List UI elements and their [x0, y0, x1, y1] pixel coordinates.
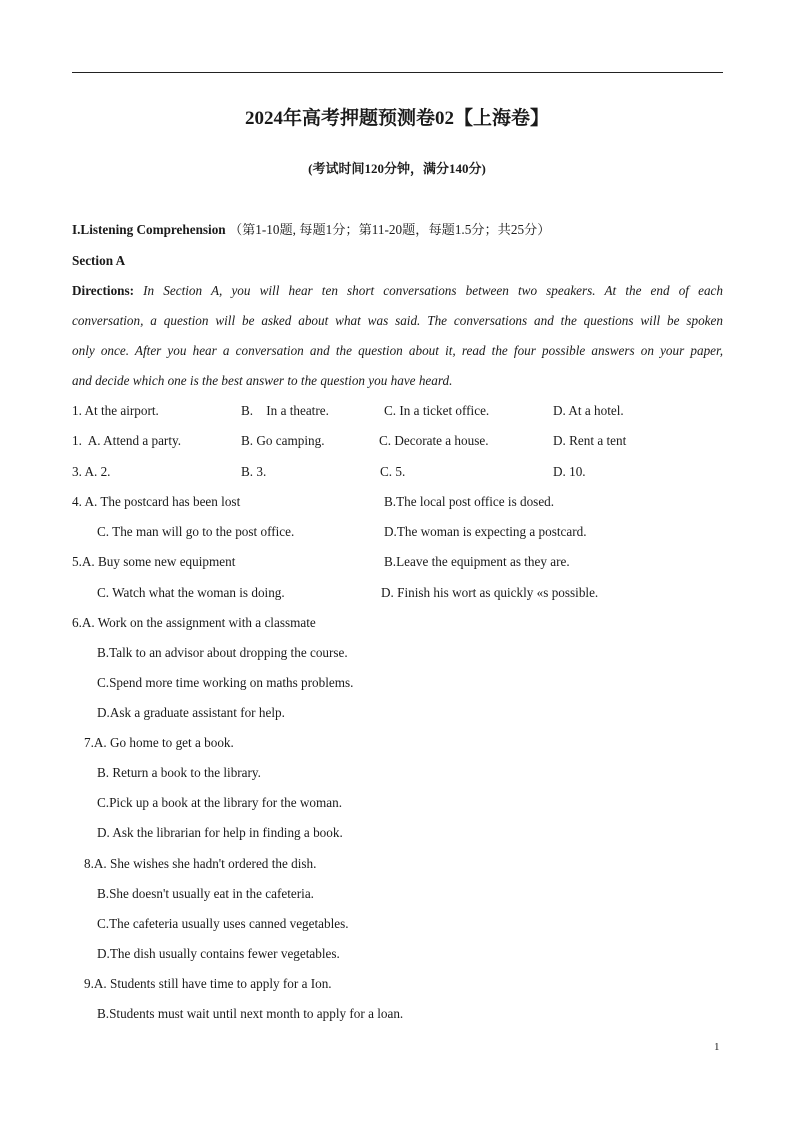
- q2-option-d: D. Rent a tent: [553, 433, 627, 448]
- directions-label: Directions:: [72, 283, 135, 298]
- q1-option-d: D. At a hotel.: [553, 403, 624, 418]
- q2-option-c: C. Decorate a house.: [379, 433, 489, 448]
- top-rule: [72, 72, 723, 73]
- q6-option-b: B.Talk to an advisor about dropping the course.: [97, 645, 348, 660]
- q8-option-b: B.She doesn't usually eat in the cafeteria.: [97, 886, 314, 901]
- q4-option-d: D.The woman is expecting a postcard.: [384, 524, 587, 539]
- q7-option-a: 7.A. Go home to get a book.: [84, 735, 234, 750]
- q9-option-a: 9.A. Students still have time to apply for a Ion.: [84, 976, 332, 991]
- q8-option-a: 8.A. She wishes she hadn't ordered the dish.: [84, 856, 317, 871]
- q6-option-a: 6.A. Work on the assignment with a classmate: [72, 615, 316, 630]
- q5-option-c: C. Watch what the woman is doing.: [97, 585, 285, 600]
- q3-option-a: 3. A. 2.: [72, 464, 111, 479]
- q7-option-b: B. Return a book to the library.: [97, 765, 261, 780]
- q3-option-b: B. 3.: [241, 464, 267, 479]
- q7-option-c: C.Pick up a book at the library for the woman.: [97, 795, 343, 810]
- q1-option-c: C. In a ticket office.: [384, 403, 490, 418]
- part-heading: [72, 221, 550, 239]
- q5-option-a: 5.A. Buy some new equipment: [72, 554, 236, 569]
- q2-option-b: B. Go camping.: [241, 433, 325, 448]
- q6-option-d: D.Ask a graduate assistant for help.: [97, 705, 285, 720]
- directions-text-1: In Section A, you will hear ten short conversations between two speakers. At the end of each: [143, 283, 723, 298]
- q5-option-b: B.Leave the equipment as they are.: [384, 554, 570, 569]
- q9-option-b: B.Students must wait until next month to apply for a loan.: [97, 1006, 404, 1021]
- q7-option-d: D. Ask the librarian for help in finding a book.: [97, 825, 343, 840]
- part-title: I.Listening Comprehension: [72, 222, 226, 237]
- exam-info: (考试时间120分钟，满分140分): [308, 161, 486, 176]
- q4-option-a: 4. A. The postcard has been lost: [72, 494, 241, 509]
- q2-option-a: 1. A. Attend a party.: [72, 433, 182, 448]
- page-number: 1: [714, 1041, 720, 1053]
- q4-option-c: C. The man will go to the post office.: [97, 524, 295, 539]
- q3-option-d: D. 10.: [553, 464, 586, 479]
- q1-option-a: 1. At the airport.: [72, 403, 159, 418]
- q8-option-c: C.The cafeteria usually uses canned vegetables.: [97, 916, 349, 931]
- page-title: 2024年高考押题预测卷02【上海卷】: [244, 108, 549, 129]
- directions-line-2: conversation, a question will be asked about what was said. The conversations and the questions will be spoken: [72, 313, 723, 328]
- directions-line-3: only once. After you hear a conversation and the question about it, read the four possible answers on your paper,: [72, 343, 723, 358]
- q4-option-b: B.The local post office is dosed.: [384, 494, 555, 509]
- section-heading: Section A: [72, 253, 126, 268]
- q5-option-d: D. Finish his wort as quickly «s possible.: [381, 585, 599, 600]
- q3-option-c: C. 5.: [380, 464, 406, 479]
- part-scoring-note: （第1-10题, 每题1分；第11-20题，每题1.5分；共25分）: [228, 222, 551, 237]
- directions-line-4: and decide which one is the best answer to the question you have heard.: [72, 373, 453, 388]
- q1-option-b: B. In a theatre.: [241, 403, 329, 418]
- directions-line-1: [72, 282, 723, 300]
- q8-option-d: D.The dish usually contains fewer vegetables.: [97, 946, 340, 961]
- q6-option-c: C.Spend more time working on maths problems.: [97, 675, 354, 690]
